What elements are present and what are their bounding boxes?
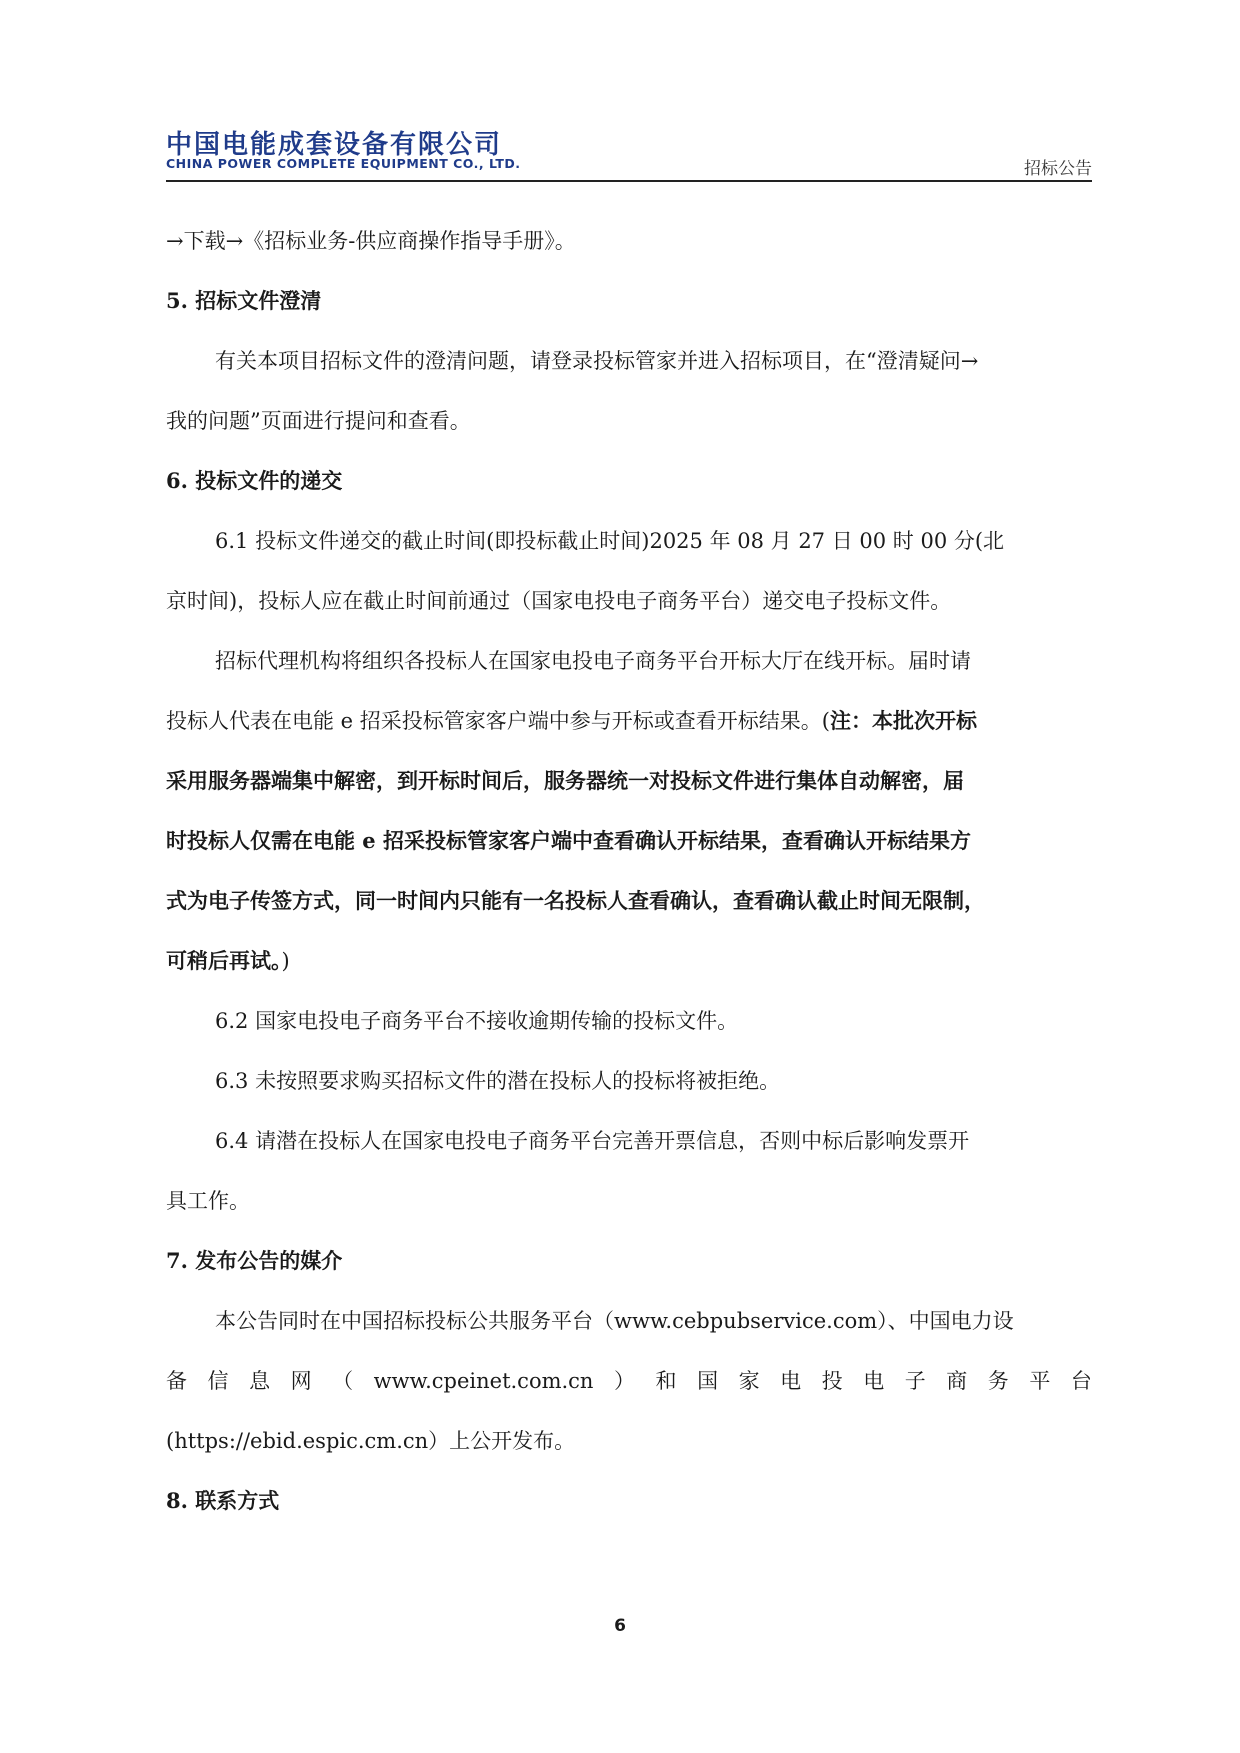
section-heading-8: 8. 联系方式 <box>166 1488 280 1513</box>
justified-token: 国 <box>697 1369 719 1393</box>
note-emphasis-line: 时投标人仅需在电能 e 招采投标管家客户端中查看确认开标结果，查看确认开标结果方 <box>166 828 971 853</box>
company-logo-english: CHINA POWER COMPLETE EQUIPMENT CO., LTD. <box>166 156 521 171</box>
justified-token: ） <box>614 1369 635 1393</box>
justified-token: 备 <box>166 1369 187 1393</box>
note-emphasis-line: 式为电子传签方式，同一时间内只能有一名投标人查看确认，查看确认截止时间无限制， <box>166 888 985 913</box>
note-emphasis: 注：本批次开标 <box>829 708 977 733</box>
paragraph-line <box>166 707 1092 767</box>
section-heading-7: 7. 发布公告的媒介 <box>166 1248 343 1273</box>
justified-token: 平 <box>1029 1369 1051 1393</box>
paragraph-line: 6.3 未按照要求购买招标文件的潜在投标人的投标将被拒绝。 <box>215 1069 781 1093</box>
justified-token: 电 <box>863 1369 885 1393</box>
paragraph-line: 招标代理机构将组织各投标人在国家电投电子商务平台开标大厅在线开标。届时请 <box>215 649 971 673</box>
note-emphasis-line: 采用服务器端集中解密，到开标时间后，服务器统一对投标文件进行集体自动解密，届 <box>166 768 964 793</box>
justified-token: 网 <box>290 1369 312 1393</box>
justified-token: 信 <box>207 1369 229 1393</box>
justified-token: 电 <box>780 1369 802 1393</box>
header-divider <box>166 180 1092 182</box>
paragraph-line <box>166 947 1092 1007</box>
justified-token: 和 <box>655 1369 677 1393</box>
paragraph-line: 本公告同时在中国招标投标公共服务平台（www.cebpubservice.com）、中国电力设 <box>215 1309 1014 1333</box>
justified-token: （ <box>332 1369 354 1393</box>
justified-token: 息 <box>249 1369 271 1393</box>
paragraph-line: 6.4 请潜在投标人在国家电投电子商务平台完善开票信息，否则中标后影响发票开 <box>215 1129 970 1153</box>
note-emphasis: 可稍后再试。 <box>166 948 282 973</box>
page-number: 6 <box>614 1616 626 1636</box>
justified-token: 子 <box>904 1369 926 1393</box>
document-body <box>166 227 1092 1547</box>
paragraph-text: 投标人代表在电能 e 招采投标管家客户端中参与开标或查看开标结果。( <box>166 709 830 733</box>
section-heading-6: 6. 投标文件的递交 <box>166 468 343 493</box>
justified-paragraph-line <box>166 1367 1092 1427</box>
document-type-label: 招标公告 <box>1024 159 1092 179</box>
paragraph-line: →下载→《招标业务-供应商操作指导手册》。 <box>166 229 576 253</box>
company-logo-chinese: 中国电能成套设备有限公司 <box>166 130 503 160</box>
justified-token: 商 <box>946 1369 968 1393</box>
paragraph-line: (https://ebid.espic.cm.cn）上公开发布。 <box>166 1429 576 1453</box>
justified-token: 台 <box>1070 1369 1092 1393</box>
paragraph-text: ) <box>281 949 290 973</box>
section-heading-5: 5. 招标文件澄清 <box>166 288 322 313</box>
justified-token: 投 <box>821 1369 843 1393</box>
paragraph-line: 6.2 国家电投电子商务平台不接收逾期传输的投标文件。 <box>215 1009 739 1033</box>
paragraph-line: 京时间)，投标人应在截止时间前通过（国家电投电子商务平台）递交电子投标文件。 <box>166 589 952 613</box>
paragraph-line: 具工作。 <box>166 1189 250 1213</box>
justified-token: www.cpeinet.com.cn <box>373 1369 594 1393</box>
paragraph-line: 有关本项目招标文件的澄清问题，请登录投标管家并进入招标项目，在“澄清疑问→ <box>215 349 979 373</box>
page-header <box>166 124 1092 180</box>
justified-token: 家 <box>738 1369 760 1393</box>
paragraph-line: 6.1 投标文件递交的截止时间(即投标截止时间)2025 年 08 月 27 日 00 时 00 分(北 <box>215 529 1005 553</box>
justified-token: 务 <box>987 1369 1009 1393</box>
paragraph-line: 我的问题”页面进行提问和查看。 <box>166 409 471 433</box>
